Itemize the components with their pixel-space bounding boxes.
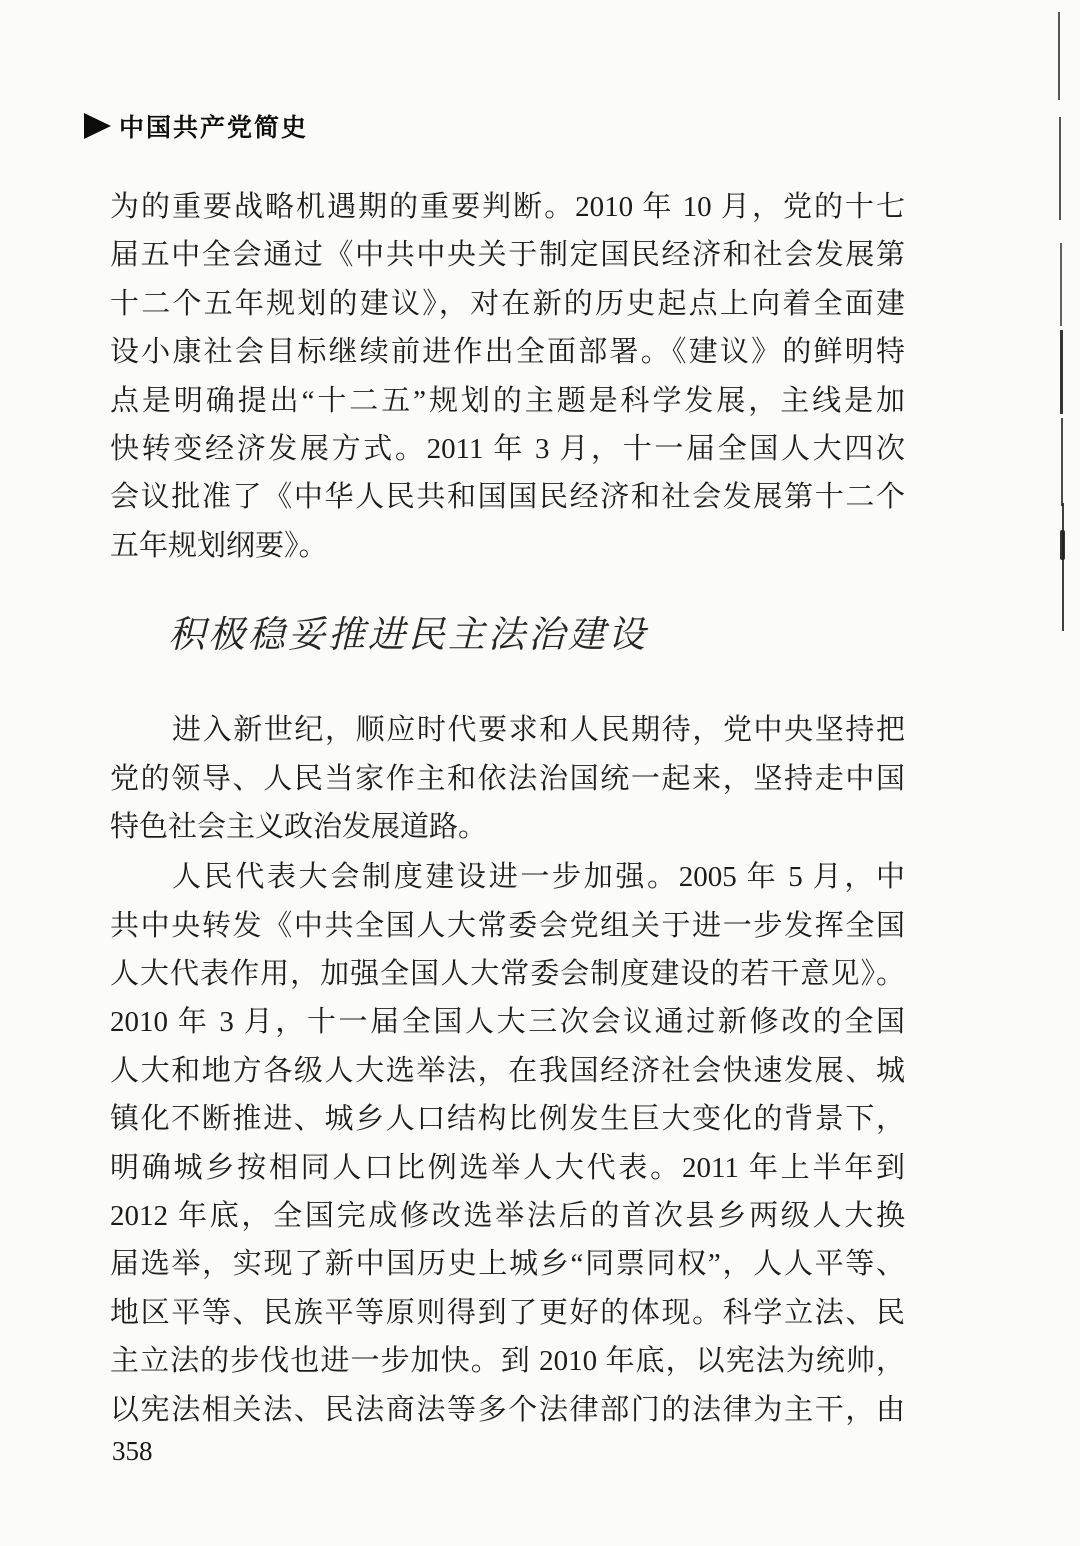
text-line: 快转变经济发展方式。2011 年 3 月，十一届全国人大四次 bbox=[110, 432, 905, 465]
scan-artifact-line bbox=[1060, 530, 1065, 560]
scan-artifact-line bbox=[1062, 503, 1064, 631]
text-line: 特色社会主义政治发展道路。 bbox=[110, 810, 488, 843]
scan-artifact-line bbox=[1060, 243, 1062, 326]
text-line: 点是明确提出“十二五”规划的主题是科学发展，主线是加 bbox=[110, 384, 905, 417]
text-line: 以宪法相关法、民法商法等多个法律部门的法律为主干，由 bbox=[110, 1393, 905, 1426]
text-line: 为的重要战略机遇期的重要判断。2010 年 10 月，党的十七 bbox=[110, 191, 905, 223]
running-header bbox=[84, 108, 308, 144]
text-line: 人大代表作用，加强全国人大常委会制度建设的若干意见》。 bbox=[110, 958, 905, 991]
scan-artifact-line bbox=[1061, 418, 1063, 506]
scan-artifact-line bbox=[1058, 12, 1060, 100]
text-line: 届选举，实现了新中国历史上城乡“同票同权”，人人平等、 bbox=[110, 1248, 905, 1281]
text-line: 党的领导、人民当家作主和依法治国统一起来，坚持走中国 bbox=[110, 762, 905, 795]
paragraph-1 bbox=[110, 183, 905, 570]
text-line: 会议批准了《中华人民共和国国民经济和社会发展第十二个 bbox=[110, 481, 905, 514]
scan-artifact-line bbox=[1060, 330, 1063, 414]
text-line: 人民代表大会制度建设进一步加强。2005 年 5 月，中 bbox=[172, 861, 905, 894]
text-line: 共中央转发《中共全国人大常委会党组关于进一步发挥全国 bbox=[110, 909, 905, 942]
book-title: 中国共产党简史 bbox=[119, 114, 309, 142]
scan-artifact-line bbox=[1059, 117, 1061, 220]
text-line: 届五中全会通过《中共中央关于制定国民经济和社会发展第 bbox=[110, 239, 905, 272]
text-line: 明确城乡按相同人口比例选举人大代表。2011 年上半年到 bbox=[110, 1151, 905, 1184]
text-line: 进入新世纪，顺应时代要求和人民期待，党中央坚持把 bbox=[172, 714, 905, 747]
section-heading: 积极稳妥推进民主法治建设 bbox=[168, 615, 648, 657]
page-body bbox=[110, 183, 905, 1434]
text-line: 五年规划纲要》。 bbox=[110, 529, 328, 562]
text-line: 镇化不断推进、城乡人口结构比例发生巨大变化的背景下， bbox=[110, 1103, 905, 1136]
text-line: 设小康社会目标继续前进作出全面部署。《建议》的鲜明特 bbox=[110, 336, 905, 369]
text-line: 2010 年 3 月，十一届全国人大三次会议通过新修改的全国 bbox=[110, 1006, 905, 1039]
paragraph-2 bbox=[110, 706, 905, 851]
page-number: 358 bbox=[112, 1436, 153, 1466]
text-line: 地区平等、民族平等原则得到了更好的体现。科学立法、民 bbox=[110, 1296, 905, 1329]
text-line: 人大和地方各级人大选举法，在我国经济社会快速发展、城 bbox=[110, 1054, 905, 1087]
paragraph-3 bbox=[110, 853, 905, 1434]
right-triangle-icon bbox=[84, 113, 111, 139]
text-line: 十二个五年规划的建议》，对在新的历史起点上向着全面建 bbox=[110, 287, 905, 320]
text-line: 主立法的步伐也进一步加快。到 2010 年底，以宪法为统帅， bbox=[110, 1345, 905, 1378]
text-line: 2012 年底，全国完成修改选举法后的首次县乡两级人大换 bbox=[110, 1200, 905, 1233]
